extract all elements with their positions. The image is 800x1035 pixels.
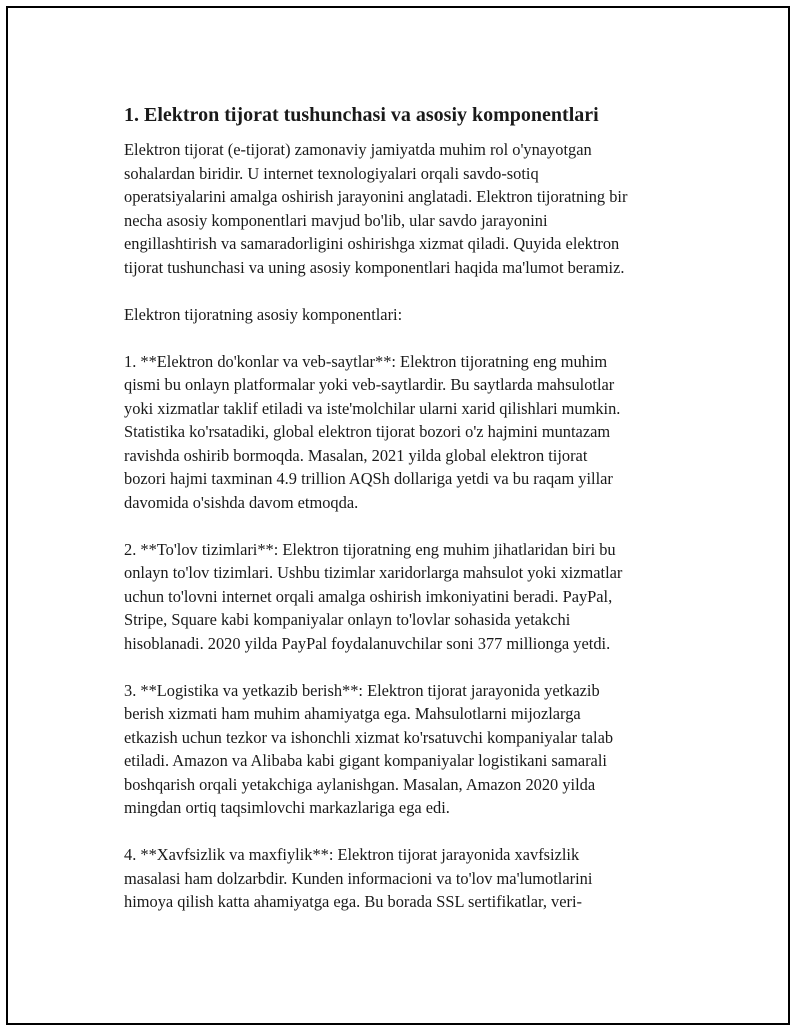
intro-paragraph: Elektron tijorat (e-tijorat) zamonaviy jamiyatda muhim rol o'ynayotgan sohalardan biridir. U internet texnologiyalari orqali savdo-sotiq operatsiyalarini amalga oshirish jarayonini anglatadi. Elektron tijoratning bir necha asosiy komponentlari mavjud bo'lib, ular savdo jarayonini engillashtirish va samaradorligini oshirishga xizmat qiladi. Quyida elektron tijorat tushunchasi va uning asosiy komponentlari haqida ma'lumot beramiz. <box>124 140 628 277</box>
components-intro-paragraph: Elektron tijoratning asosiy komponentlari: <box>124 304 403 324</box>
paragraph-spacer <box>124 820 724 844</box>
component-paragraph-online-stores: 1. **Elektron do'konlar va veb-saytlar**: Elektron tijoratning eng muhim qismi bu onlayn platformalar yoki veb-saytlardir. Bu saytlarda mahsulotlar yoki xizmatlar taklif etiladi va iste'molchilar ularni xarid qilishlari mumkin. Statistika ko'rsatadiki, global elektron tijorat bozori o'z hajmini muntazam ravishda oshirib bormoqda. Masalan, 2021 yilda global elektron tijorat bozori hajmi taxminan 4.9 trillion AQSh dollariga yetdi va bu raqam yillar davomida o'sishda davom etmoqda. <box>124 351 621 512</box>
paragraph-spacer <box>124 279 724 303</box>
paragraph-spacer <box>124 655 724 679</box>
document-page <box>6 6 790 1025</box>
section-heading: 1. Elektron tijorat tushunchasi va asosiy komponentlari <box>124 104 599 126</box>
component-paragraph-logistics: 3. **Logistika va yetkazib berish**: Elektron tijorat jarayonida yetkazib berish xizmati ham muhim ahamiyatga ega. Mahsulotlarni mijozlarga etkazish uchun tezkor va ishonchli xizmat ko'rsatuvchi kompaniyalar talab etiladi. Amazon va Alibaba kabi gigant kompaniyalar logistikani samarali boshqarish orqali yetakchiga aylanishgan. Masalan, Amazon 2020 yilda mingdan ortiq taqsimlovchi markazlariga ega edi. <box>124 680 614 817</box>
component-paragraph-payment-systems: 2. **To'lov tizimlari**: Elektron tijoratning eng muhim jihatlaridan biri bu onlayn to'lov tizimlari. Ushbu tizimlar xaridorlarga mahsulot yoki xizmatlar uchun to'lovni internet orqali amalga oshirish imkoniyatini beradi. PayPal, Stripe, Square kabi kompaniyalar onlayn to'lovlar sohasida yetakchi hisoblanadi. 2020 yilda PayPal foydalanuvchilar soni 377 millionga yetdi. <box>124 539 623 653</box>
document-body <box>124 100 724 914</box>
paragraph-spacer <box>124 326 724 350</box>
paragraph-spacer <box>124 514 724 538</box>
component-paragraph-security: 4. **Xavfsizlik va maxfiylik**: Elektron tijorat jarayonida xavfsizlik masalasi ham dolzarbdir. Kunden informacioni va to'lov ma'lumotlarini himoya qilish katta ahamiyatga ega. Bu borada SSL sertifikatlar, veri- <box>124 845 593 911</box>
